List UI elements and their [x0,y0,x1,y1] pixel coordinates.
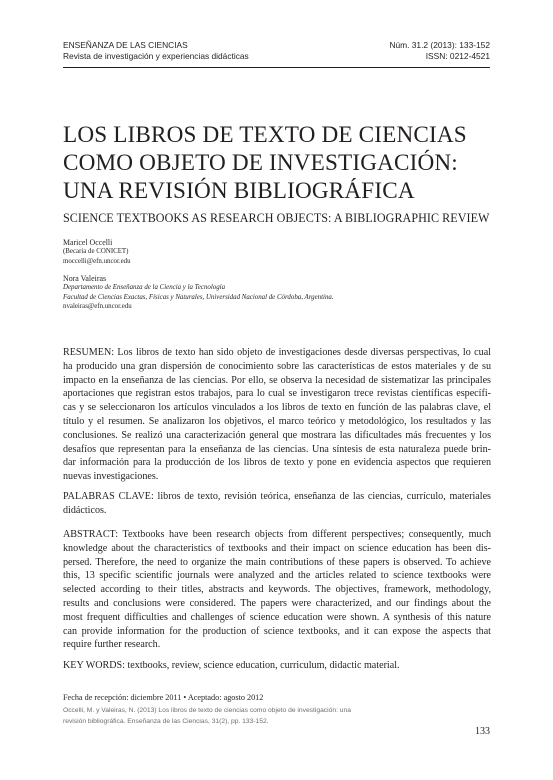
header-rule [63,67,490,68]
text-line: persed. Therefore, the need to organize the main contributions of these papers is observed. To achieve [63,556,491,568]
title-line: LOS LIBROS DE TEXTO DE CIENCIAS [63,122,467,148]
text-line: can provide information for the production of science textbooks, and it can expose the aspects that [63,625,491,637]
palabras-clave-paragraph [63,490,491,518]
text-line: título y el resumen. Se analizaron los objetivos, el marco teórico y metodológico, los resultados y las [63,415,491,427]
author-name: Maricel Occelli [63,238,113,247]
issue-number: Núm. 31.2 (2013): 133-152 [389,40,490,50]
text-line: didácticos. [63,504,107,516]
text-line: require further research. [63,639,161,651]
reception-dates: Fecha de recepción: diciembre 2011 • Aceptado: agosto 2012 [63,693,264,702]
text-line: aportaciones que registran estos trabajos, para lo cual se investigaron trece revistas científicas específi- [63,388,491,400]
text-line: dar información para la producción de los libros de texto y pone en evidencia aspectos que requieren [63,457,491,469]
keywords-paragraph [63,659,491,673]
citation-line: revisión bibliográfica. Enseñanza de las Ciencias, 31(2), pp. 133-152. [63,717,269,725]
text-line: conclusiones. Se realizó una caracterización general que mostrara las dificultades más frecuentes y los [63,429,491,441]
text-line: knowledge about the characteristics of textbooks and their impact on science education has been dis- [63,542,491,554]
journal-subtitle: Revista de investigación y experiencias didácticas [63,51,249,61]
issue-info [389,40,490,62]
text-line: ABSTRACT: Textbooks have been research objects from different perspectives; consequently, much [63,529,491,540]
author-email: nvaleiras@efn.uncor.edu [63,302,132,310]
author-faculty: Facultad de Ciencias Exactas, Físicas y Naturales, Universidad Nacional de Córdoba, Argentina. [63,293,334,301]
text-line: most frequent difficulties and challenges of science education were shown. A synthesis of this nature [63,611,491,623]
author-email: moccelli@efn.uncor.edu [63,257,131,265]
citation [63,706,351,727]
text-line: RESUMEN: Los libros de texto han sido objeto de investigaciones desde diversas perspectivas, lo cual [63,347,491,358]
citation-line: Occelli, M. y Valeiras, N. (2013) Los libros de texto de ciencias como objeto de investigación: una [63,707,351,714]
title-line: COMO OBJETO DE INVESTIGACIÓN: [63,149,458,176]
text-line: impacto en la enseñanza de las ciencias. Por ello, se observa la necesidad de sistematizar las principales [63,374,491,386]
text-line: ha producido una gran dispersión de conocimiento sobre las características de estos materiales y de su [63,360,491,372]
text-line: cas y se seleccionaron los artículos vinculados a los libros de texto en función de las palabras clave, el [63,402,491,414]
text-line: results and conclusions were considered. The papers were characterized, and our findings about the [63,597,491,609]
text-line: PALABRAS CLAVE: libros de texto, revisión teórica, enseñanza de las ciencias, currículo, materiales [63,491,491,502]
text-line: KEY WORDS: textbooks, review, science education, curriculum, didactic material. [63,660,400,671]
text-line: this, 13 specific scientific journals were analyzed and the articles related to science textbooks were [63,570,491,582]
text-line: selected according to their titles, abstracts and keywords. The objectives, framework, methodology, [63,584,491,596]
author-department: Departamento de Enseñanza de la Ciencia y la Tecnología [63,284,226,292]
author-name: Nora Valeiras [63,274,107,283]
author-block [63,238,503,266]
author-affiliation: (Becaria de CONICET) [63,248,129,256]
abstract-paragraph [63,528,491,652]
author-block [63,274,503,311]
text-line: desafíos que representan para la enseñanza de las ciencias. Una síntesis de esta naturaleza puede brin- [63,443,491,455]
page-number: 133 [475,726,490,737]
issn: ISSN: 0212-4521 [425,51,490,61]
english-title: SCIENCE TEXTBOOKS AS RESEARCH OBJECTS: A BIBLIOGRAPHIC REVIEW [63,211,490,225]
article-title [63,122,503,205]
journal-name: ENSEÑANZA DE LAS CIENCIAS [63,40,188,50]
journal-info [63,40,249,62]
title-line: UNA REVISIÓN BIBLIOGRÁFICA [63,177,415,204]
text-line: nuevas investigaciones. [63,471,159,483]
resumen-paragraph [63,346,491,484]
